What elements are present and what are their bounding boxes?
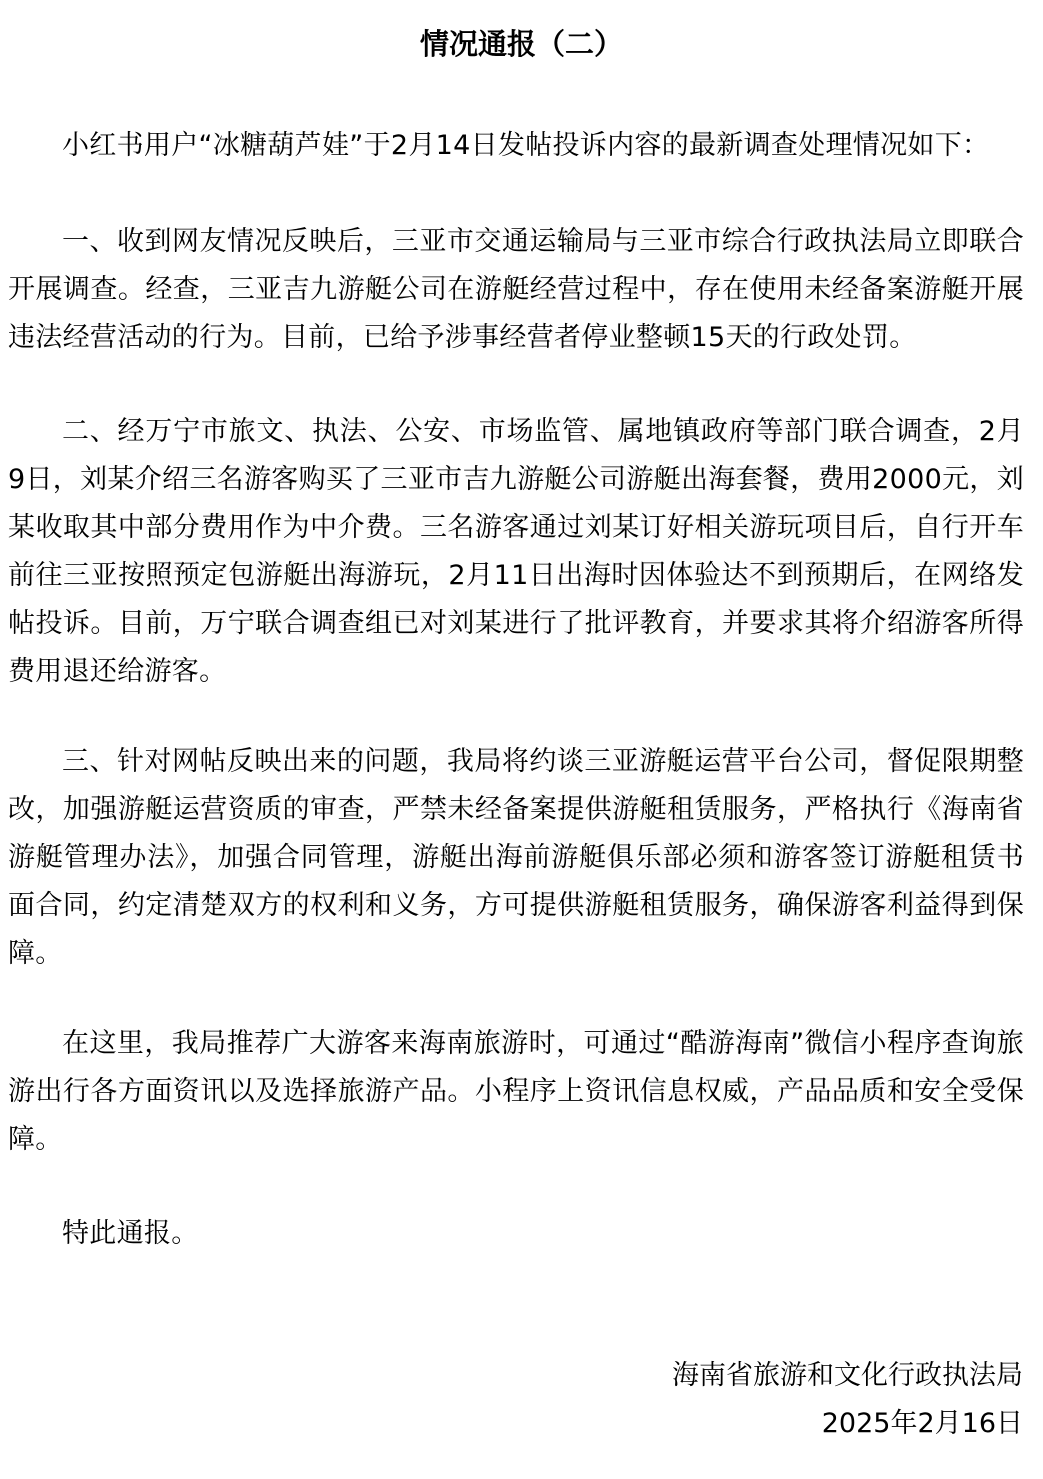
section-three-paragraph: 三、针对网帖反映出来的问题，我局将约谈三亚游艇运营平台公司，督促限期整改，加强游艇运营资质的审查，严禁未经备案提供游艇租赁服务，严格执行《海南省游艇管理办法》，加强合同管理，游艇出海前游艇俱乐部必须和游客签订游艇租赁书面合同，约定清楚双方的权利和义务，方可提供游艇租赁服务，确保游客利益得到保障。 bbox=[8, 746, 1024, 969]
section-one-paragraph: 一、收到网友情况反映后，三亚市交通运输局与三亚市综合行政执法局立即联合开展调查。经查，三亚吉九游艇公司在游艇经营过程中，存在使用未经备案游艇开展违法经营活动的行为。目前，已给予涉事经营者停业整顿15天的行政处罚。 bbox=[8, 226, 1024, 353]
signature-block bbox=[672, 1352, 1023, 1448]
page-title: 情况通报（二） bbox=[419, 27, 623, 61]
section-two-paragraph: 二、经万宁市旅文、执法、公安、市场监管、属地镇政府等部门联合调查，2月9日，刘某介绍三名游客购买了三亚市吉九游艇公司游艇出海套餐，费用2000元，刘某收取其中部分费用作为中介费。三名游客通过刘某订好相关游玩项目后，自行开车前往三亚按照预定包游艇出海游玩，2月11日出海时因体验达不到预期后，在网络发帖投诉。目前，万宁联合调查组已对刘某进行了批评教育，并要求其将介绍游客所得费用退还给游客。 bbox=[8, 416, 1024, 687]
recommendation-paragraph: 在这里，我局推荐广大游客来海南旅游时，可通过“酷游海南”微信小程序查询旅游出行各方面资讯以及选择旅游产品。小程序上资讯信息权威，产品品质和安全受保障。 bbox=[8, 1028, 1024, 1155]
issuer-name: 海南省旅游和文化行政执法局 bbox=[672, 1360, 1023, 1391]
closing-paragraph: 特此通报。 bbox=[62, 1218, 199, 1249]
issue-date: 2025年2月16日 bbox=[821, 1408, 1023, 1439]
intro-paragraph: 小红书用户“冰糖葫芦娃”于2月14日发帖投诉内容的最新调查处理情况如下： bbox=[62, 130, 990, 161]
